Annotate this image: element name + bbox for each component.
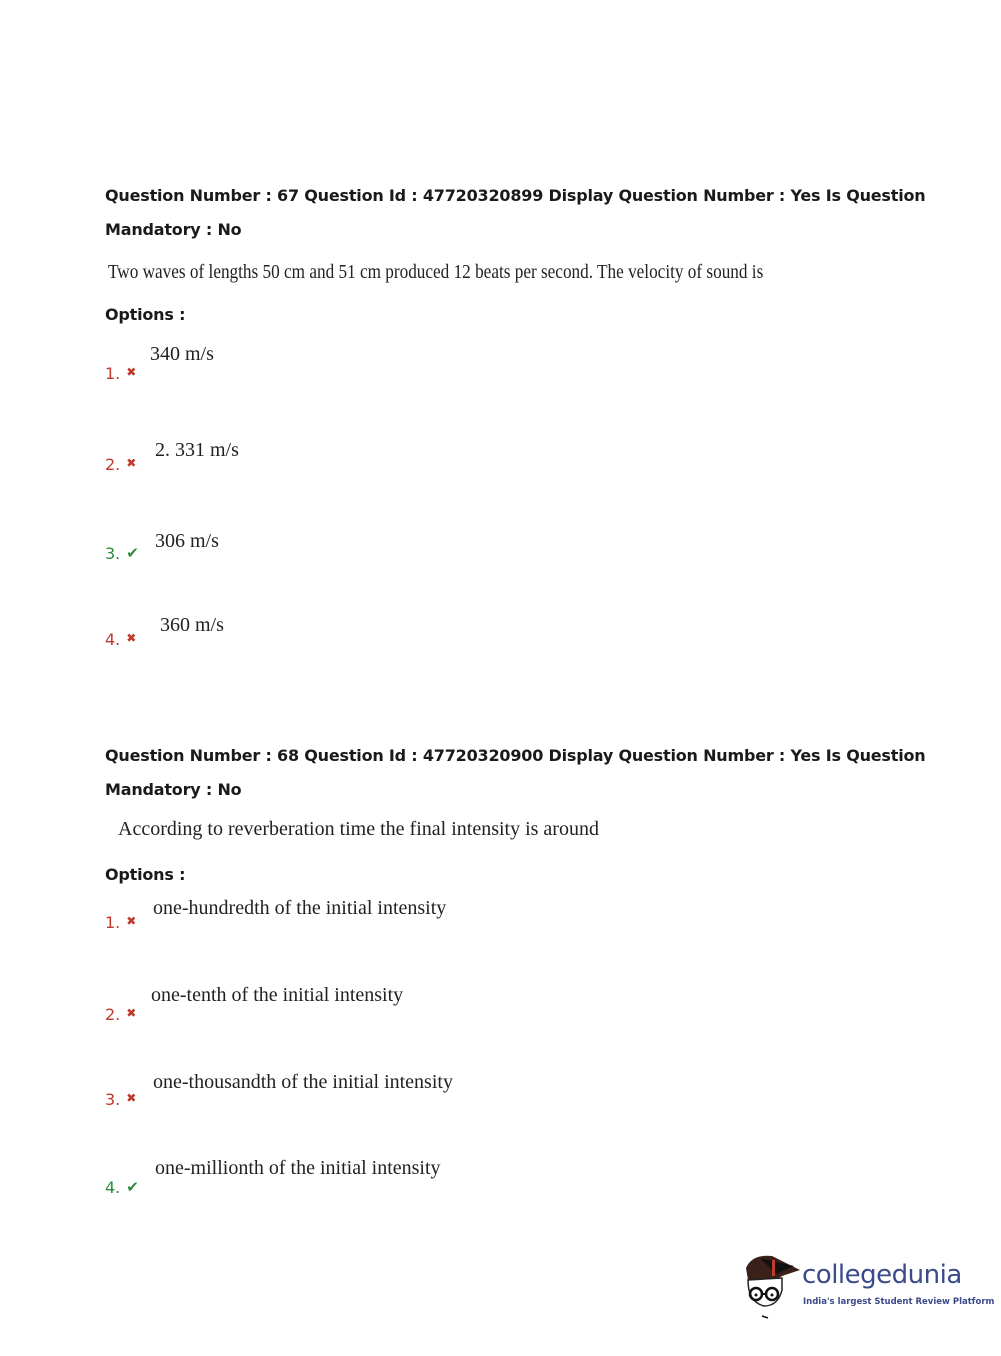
option-number-label: 4. [105,630,121,649]
question-67-options-label: Options : [105,305,186,324]
question-67-header: Question Number : 67 Question Id : 47720320899 Display Question Number : Yes Is Question [105,186,926,205]
option-text: one-millionth of the initial intensity [155,1157,441,1179]
option-number-label: 3. [105,1090,121,1109]
option-number [105,455,136,474]
question-68-options-label: Options : [105,865,186,884]
option-text: 306 m/s [155,530,219,552]
question-67-mandatory: Mandatory : No [105,220,242,239]
option-number-label: 2. [105,1005,121,1024]
option-number-label: 3. [105,544,121,563]
collegedunia-logo [742,1250,995,1320]
option-number-label: 1. [105,913,121,932]
brand-tagline: India's largest Student Review Platform [803,1297,995,1307]
mascot-icon [742,1250,804,1320]
question-68-text: According to reverberation time the final intensity is around [118,818,599,840]
option-number [105,544,139,563]
cross-icon: ✖ [126,456,137,470]
option-text: one-thousandth of the initial intensity [153,1071,453,1093]
cross-icon: ✖ [126,631,137,645]
option-number [105,364,136,383]
option-number-label: 4. [105,1178,121,1197]
check-icon: ✔ [126,1178,139,1196]
option-text: 2. 331 m/s [155,439,239,461]
cross-icon: ✖ [126,365,137,379]
option-number [105,1090,136,1109]
question-68-header: Question Number : 68 Question Id : 47720320900 Display Question Number : Yes Is Question [105,746,926,765]
cross-icon: ✖ [126,1091,137,1105]
option-text: 360 m/s [160,614,224,636]
option-number [105,1178,139,1197]
option-number [105,1005,136,1024]
option-text: 340 m/s [150,343,214,365]
cross-icon: ✖ [126,914,137,928]
cross-icon: ✖ [126,1006,137,1020]
option-text: one-tenth of the initial intensity [151,984,404,1006]
option-number-label: 1. [105,364,121,383]
option-number [105,913,136,932]
check-icon: ✔ [126,544,139,562]
option-number-label: 2. [105,455,121,474]
question-67-text: Two waves of lengths 50 cm and 51 cm produced 12 beats per second. The velocity of sound is [108,261,764,283]
question-68-mandatory: Mandatory : No [105,780,242,799]
option-text: one-hundredth of the initial intensity [153,897,447,919]
option-number [105,630,136,649]
brand-name: collegedunia [802,1260,962,1290]
